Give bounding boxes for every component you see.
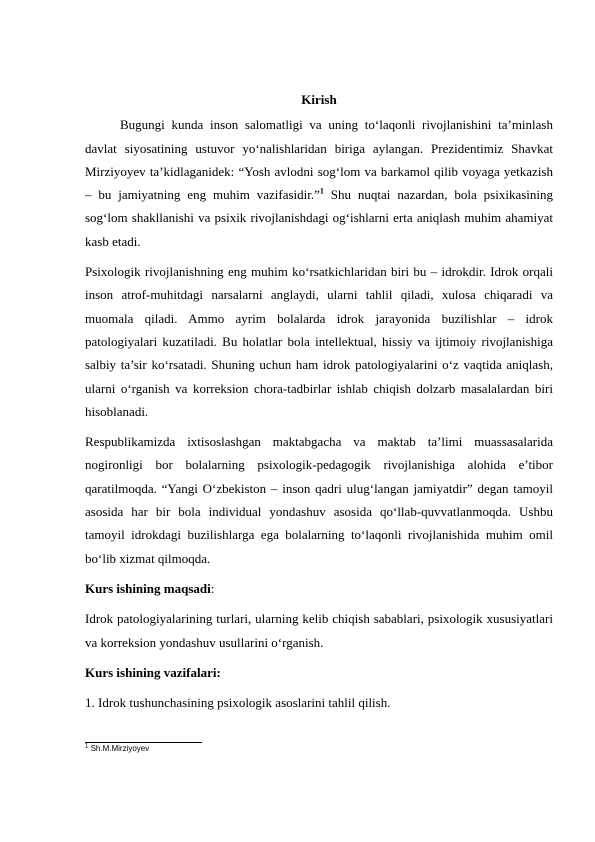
- page-title: Kirish: [301, 92, 337, 107]
- footnote-number: 1: [85, 743, 89, 750]
- goal-heading-colon: :: [210, 580, 215, 596]
- footnote-divider: [85, 742, 202, 743]
- goal-text: Idrok patologiyalarining turlari, ularning kelib chiqish sabablari, psixologik xususiyatlari va korreksion yondashuv usullarini o‘rganish.: [85, 611, 553, 650]
- intro-paragraph-2: Psixologik rivojlanishning eng muhim ko‘rsatkichlaridan biri bu – idrokdir. Idrok orqali inson atrof-muhitdagi narsalarni anglaydi, ularni tahlil qiladi, xulosa chiqaradi va muomala qiladi. Ammo ayrim bolalarda idrok jarayonida buzilishlar – idrok patologiyalari kuzatiladi. Bu holatlar bola intellektual, hissiy va ijtimoiy rivojlanishiga salbiy ta’sir ko‘rsatadi. Shuning uchun ham idrok patologiyalarini o‘z vaqtida aniqlash, ularni o‘rganish va korreksion chora-tadbirlar ishlab chiqish dolzarb masalalardan biri hisoblanadi.: [85, 264, 553, 419]
- footnote-reference[interactable]: 1: [319, 186, 324, 196]
- footnote-text: Sh.M.Mirziyoyev: [88, 744, 150, 753]
- tasks-item-1: 1. Idrok tushunchasining psixologik asoslarini tahlil qilish.: [85, 695, 391, 711]
- intro-paragraph-1-continuation: Shu nuqtai nazardan, bola psixikasining sog‘lom shakllanishi va psixik rivojlanishdagi og‘ishlarni erta aniqlash muhim ahamiyat kasb etadi.: [85, 187, 553, 249]
- tasks-heading: Kurs ishining vazifalari:: [85, 664, 221, 680]
- intro-paragraph-3: Respublikamizda ixtisoslashgan maktabgacha va maktab ta’limi muassasalarida nogironligi bor bolalarning psixologik-pedagogik rivojlanishiga alohida e’tibor qaratilmoqda. “Yangi O‘zbekiston – inson qadri ulug‘langan jamiyatdir” degan tamoyil asosida har bir bola individual yondashuv asosida qo‘llab-quvvatlanmoqda. Ushbu tamoyil idrokdagi buzilishlarga ega bolalarning to‘laqonli rivojlanishida muhim omil bo‘lib xizmat qilmoqda.: [85, 434, 553, 566]
- footnote: [85, 744, 149, 754]
- document-body: [85, 88, 553, 721]
- goal-heading: Kurs ishining maqsadi: [85, 580, 211, 596]
- goal-heading-line: [85, 577, 553, 600]
- intro-paragraph-1: [85, 113, 553, 253]
- intro-paragraph-1-text: Bugungi kunda inson salomatligi va uning to‘laqonli rivojlanishini ta’minlash davlat siyosatining ustuvor yo‘nalishlaridan biriga aylangan. Prezidentimiz Shavkat Mirziyoyev ta’kidlaganidek: “Yosh avlodni sog‘lom va barkamol qilib voyaga yetkazish – bu jamiyatning eng muhim vazifasidir.”: [85, 117, 553, 203]
